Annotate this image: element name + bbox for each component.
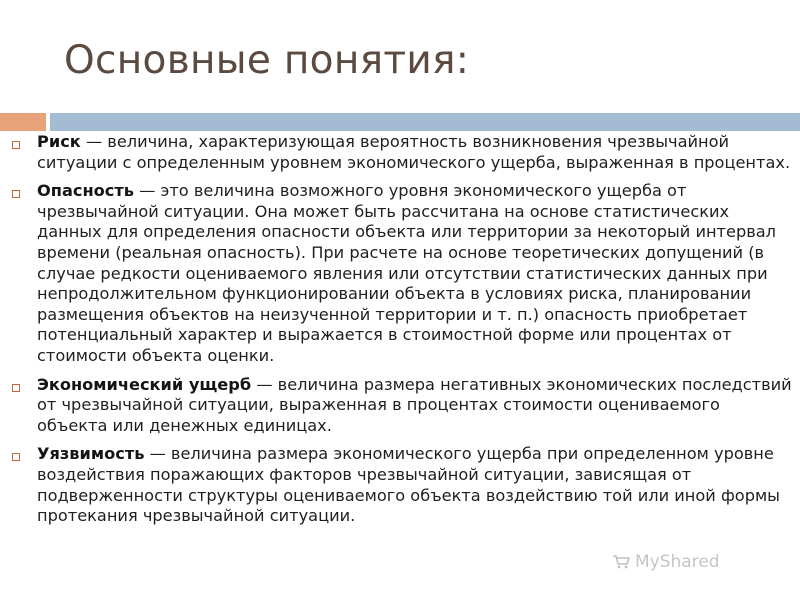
accent-bar-orange <box>0 113 46 131</box>
definition-term: Экономический ущерб <box>37 374 252 394</box>
square-bullet-icon <box>12 453 20 461</box>
accent-bar-blue <box>50 113 800 131</box>
definition-term: Опасность <box>37 181 134 201</box>
definition-item-risk <box>10 132 795 173</box>
square-bullet-icon <box>12 384 20 392</box>
watermark <box>612 552 720 572</box>
definition-text: — величина размера экономического ущерба при определенном уровне воздействия поражающих факторов чрезвычайной ситуации, зависящая от подверженности структуры оцениваемого объекта воздействию той или иной формы протекания чрезвычайной ситуации. <box>37 444 780 526</box>
definition-text: — это величина возможного уровня экономического ущерба от чрезвычайной ситуации. Она может быть рассчитана на основе статистических данных для определения опасности объекта или территории за некоторый интервал времени (реальная опасность). При расчете на основе теоретических допущений (в случае редкости оцениваемого явления или отсутствии статистических данных при непродолжительном функционировании объекта в условиях риска, планировании размещения объектов на неизученной территории и т. п.) опасность приобретает потенциальный характер и выражается в стоимостной форме или процентах от стоимости объекта оценки. <box>37 181 777 365</box>
slide-title: Основные понятия: <box>64 38 470 83</box>
definition-text: — величина размера негативных экономических последствий от чрезвычайной ситуации, выраженная в процентах стоимости оцениваемого объекта или денежных единицах. <box>37 374 792 435</box>
definition-term: Уязвимость <box>37 444 145 464</box>
definitions-list <box>10 132 795 535</box>
definition-item-vulnerability <box>10 444 795 526</box>
definition-text: — величина, характеризующая вероятность возникновения чрезвычайной ситуации с определенным уровнем экономического ущерба, выраженная в процентах. <box>37 132 791 172</box>
cart-icon <box>612 555 630 569</box>
square-bullet-icon <box>12 190 20 198</box>
square-bullet-icon <box>12 141 20 149</box>
definition-term: Риск <box>37 132 81 151</box>
definition-item-danger <box>10 181 795 366</box>
definition-item-economic-damage <box>10 375 795 437</box>
watermark-text: MyShared <box>635 552 720 572</box>
